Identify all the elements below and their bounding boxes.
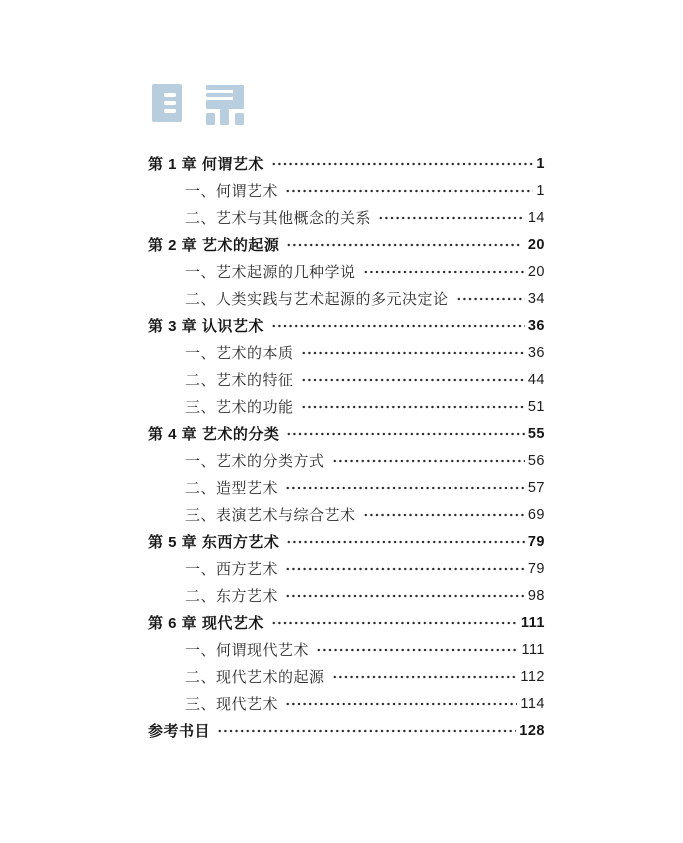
toc-entry-page: 1 bbox=[536, 155, 545, 172]
dot-leader bbox=[286, 420, 525, 447]
toc-entry bbox=[148, 555, 545, 582]
dot-leader bbox=[217, 717, 516, 744]
dot-leader bbox=[301, 366, 525, 393]
toc-entry bbox=[148, 447, 545, 474]
dot-leader bbox=[332, 663, 518, 690]
dot-leader bbox=[285, 474, 525, 501]
toc-entry bbox=[148, 258, 545, 285]
toc-entry bbox=[148, 204, 545, 231]
toc-entry-label: 参考书目 bbox=[148, 723, 211, 740]
toc-entry-page: 56 bbox=[527, 452, 545, 469]
toc-entry bbox=[148, 366, 545, 393]
toc-entry-label: 二、人类实践与艺术起源的多元决定论 bbox=[185, 291, 449, 308]
dot-leader bbox=[363, 258, 525, 285]
toc-title-char-lu bbox=[206, 85, 244, 125]
toc-entry-label: 第 5 章 东西方艺术 bbox=[148, 534, 280, 551]
toc-entry bbox=[148, 663, 545, 690]
toc-entry-label: 一、何谓艺术 bbox=[185, 183, 279, 200]
toc-entry bbox=[148, 528, 545, 555]
toc-entry bbox=[148, 717, 545, 744]
toc-entry-label: 第 4 章 艺术的分类 bbox=[148, 426, 280, 443]
toc-entry-label: 一、艺术的分类方式 bbox=[185, 453, 325, 470]
toc-entry-page: 36 bbox=[527, 317, 545, 334]
toc-entry-page: 111 bbox=[520, 614, 545, 631]
toc-entry-page: 111 bbox=[521, 641, 545, 658]
toc-entry-label: 第 2 章 艺术的起源 bbox=[148, 237, 280, 254]
toc-list bbox=[148, 150, 545, 744]
toc-entry bbox=[148, 285, 545, 312]
toc-entry-page: 1 bbox=[536, 182, 545, 199]
dot-leader bbox=[456, 285, 525, 312]
dot-leader bbox=[285, 690, 517, 717]
dot-leader bbox=[363, 501, 525, 528]
dot-leader bbox=[301, 339, 525, 366]
toc-entry bbox=[148, 312, 545, 339]
toc-entry-label: 第 3 章 认识艺术 bbox=[148, 318, 264, 335]
toc-entry-page: 51 bbox=[527, 398, 545, 415]
toc-entry bbox=[148, 501, 545, 528]
toc-entry bbox=[148, 150, 545, 177]
toc-entry bbox=[148, 231, 545, 258]
toc-entry-label: 二、艺术的特征 bbox=[185, 372, 294, 389]
toc-entry-page: 57 bbox=[527, 479, 545, 496]
toc-entry-label: 第 1 章 何谓艺术 bbox=[148, 156, 264, 173]
toc-entry-page: 79 bbox=[527, 560, 545, 577]
toc-entry-label: 二、艺术与其他概念的关系 bbox=[185, 210, 372, 227]
toc-entry bbox=[148, 636, 545, 663]
toc-entry-page: 34 bbox=[527, 290, 545, 307]
toc-entry-page: 112 bbox=[520, 668, 545, 685]
dot-leader bbox=[285, 555, 525, 582]
toc-entry bbox=[148, 420, 545, 447]
toc-entry-page: 55 bbox=[527, 425, 545, 442]
toc-title-char-mu bbox=[152, 84, 182, 122]
toc-entry-label: 三、艺术的功能 bbox=[185, 399, 294, 416]
dot-leader bbox=[332, 447, 525, 474]
toc-entry-label: 一、何谓现代艺术 bbox=[185, 642, 310, 659]
toc-entry bbox=[148, 393, 545, 420]
toc-entry-label: 三、表演艺术与综合艺术 bbox=[185, 507, 356, 524]
dot-leader bbox=[316, 636, 518, 663]
toc-title bbox=[152, 84, 244, 125]
toc-entry-label: 一、西方艺术 bbox=[185, 561, 279, 578]
toc-entry-page: 14 bbox=[527, 209, 545, 226]
toc-entry-label: 三、现代艺术 bbox=[185, 696, 279, 713]
dot-leader bbox=[285, 582, 525, 609]
toc-entry-label: 二、东方艺术 bbox=[185, 588, 279, 605]
toc-entry-page: 69 bbox=[527, 506, 545, 523]
toc-entry-page: 44 bbox=[527, 371, 545, 388]
dot-leader bbox=[285, 177, 533, 204]
toc-entry-page: 98 bbox=[527, 587, 545, 604]
toc-entry bbox=[148, 474, 545, 501]
toc-entry-page: 20 bbox=[527, 263, 545, 280]
toc-entry-page: 114 bbox=[520, 695, 545, 712]
toc-entry bbox=[148, 582, 545, 609]
toc-entry-label: 二、现代艺术的起源 bbox=[185, 669, 325, 686]
toc-entry-page: 79 bbox=[527, 533, 545, 550]
toc-entry bbox=[148, 339, 545, 366]
dot-leader bbox=[378, 204, 525, 231]
toc-entry-page: 36 bbox=[527, 344, 545, 361]
dot-leader bbox=[286, 528, 525, 555]
toc-entry-page: 128 bbox=[519, 722, 545, 739]
dot-leader bbox=[286, 231, 520, 258]
toc-entry-label: 第 6 章 现代艺术 bbox=[148, 615, 264, 632]
dot-leader bbox=[271, 150, 534, 177]
toc-entry bbox=[148, 609, 545, 636]
toc-entry-page: 20 bbox=[523, 236, 545, 253]
toc-entry-label: 一、艺术的本质 bbox=[185, 345, 294, 362]
toc-entry bbox=[148, 690, 545, 717]
toc-entry-label: 一、艺术起源的几种学说 bbox=[185, 264, 356, 281]
toc-entry-label: 二、造型艺术 bbox=[185, 480, 279, 497]
dot-leader bbox=[301, 393, 525, 420]
toc-entry bbox=[148, 177, 545, 204]
dot-leader bbox=[271, 312, 525, 339]
dot-leader bbox=[271, 609, 518, 636]
